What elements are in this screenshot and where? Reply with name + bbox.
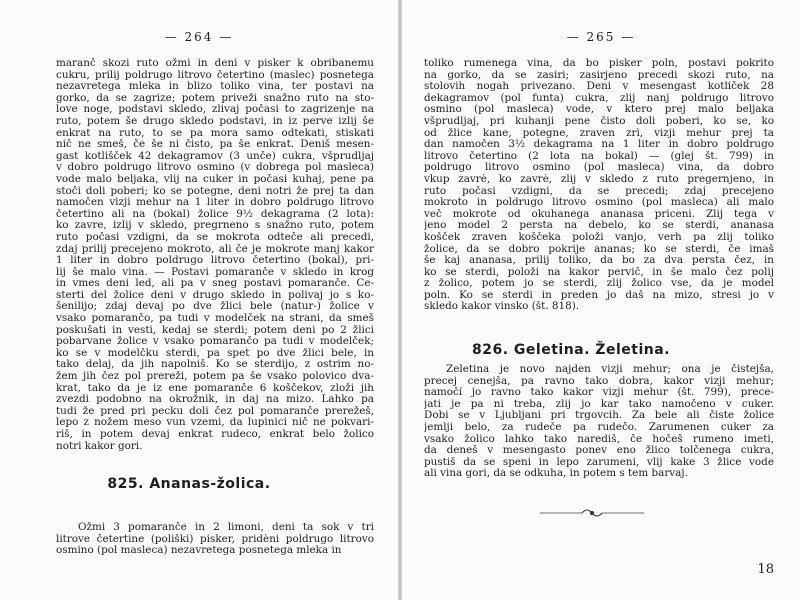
- text-line: ko se v modelčku sterdi, pa spet po dve žlici bele, in: [56, 347, 374, 359]
- text-line: ko se sterdi, položi na kakor pervič, in še malo čez polij: [424, 266, 774, 278]
- text-line: toliko rumenega vina, da bo pisker poln, postavi pokrito: [424, 58, 774, 69]
- text-line: Dobi se v Ljubljani pri trgovcih. Za bele ali čiste žolice: [424, 410, 774, 422]
- left-page: [0, 0, 398, 600]
- text-line: notri kakor gori.: [56, 440, 143, 452]
- right-page: [402, 0, 800, 600]
- text-line: Ožmi 3 pomaranče in 2 limoni, deni ta sok v tri: [78, 522, 374, 533]
- text-line: litrovo četertino (2 lota na bokal) — (glej št. 799) in: [424, 150, 774, 162]
- text-line: da deneš v mesengasto ponev eno žlico tolčenega cukra,: [424, 445, 774, 457]
- text-line: riš, in potem devaj enkrat rudeco, enkrat belo žolico: [56, 429, 374, 440]
- text-line: lepo z nožem meso vun vzemi, da lupinici nič ne pokvari-: [56, 417, 374, 429]
- text-line: šenilijo; zdaj devaj po dve žlici bele (natur-) žolice v: [56, 301, 374, 313]
- text-line: gast kotlišček 42 dekagramov (3 unče) cukra, všprudljaj: [56, 150, 374, 162]
- text-line: poldrugo litrovo osmino (pol masleca) vina, da dobro: [424, 162, 774, 174]
- text-line: ruto počasi vzdigni, da se mokrota odteče ali precedi,: [56, 231, 374, 243]
- signature-mark: 18: [757, 562, 774, 577]
- ornament-divider: [532, 506, 652, 520]
- text-line: nič ne smeš, če še ni čisto, pa še enkrat. Deniš mesen-: [56, 139, 374, 151]
- text-line: cukru, prilij poldrugo litrovo četertino (maslec) posnetega: [56, 69, 374, 81]
- text-line: 1 liter in dobro poldrugo litrovo četertino (bokal), pri-: [56, 255, 374, 267]
- text-line: mokroto in poldrugo litrovo osmino (pol masleca) ali malo: [424, 197, 774, 209]
- text-line: namočí jo ravno tako kakor vizji mehur (št. 799), prece-: [424, 387, 774, 399]
- text-line: in vmes deni led, ali pa v sneg postavi pomaranče. Ce-: [56, 278, 374, 290]
- text-line: krat, tako da je iz ene pomaranče 6 koščekov, zloži jih: [56, 382, 374, 394]
- text-line: maranč skozi ruto ožmi in deni v pisker k obribanemu: [56, 58, 374, 69]
- text-line: dan namočen 3½ dekagrama na 1 liter in dobro poldrugo: [424, 139, 774, 151]
- text-line: Želetina je novo najden vizji mehur; ona je čistejša,: [446, 364, 774, 375]
- text-line: osmino (pol masleca) nezavretega posnetega mleka in: [56, 545, 342, 557]
- text-line: love noge, podstavi skledo, zlivaj počasi to zagrizenje na: [56, 104, 374, 116]
- text-line: ruto počasi vzdigni, da se precedi; zdaj precejeno: [424, 185, 774, 197]
- text-line: pobarvane žolice v vsako pomarančo pa tudi v modelček;: [56, 336, 374, 348]
- text-line: vsako pomarančo, pa tudi v modelček na strani, da smeš: [56, 313, 374, 325]
- paragraph: [424, 58, 774, 313]
- text-line: lij še malo vina. — Postavi pomaranče v skledo in krog: [56, 266, 374, 278]
- text-line: ruto, potem še drugo skledo podstavi, in iz perve izlij še: [56, 115, 374, 127]
- text-line: vsako žolico lahko tako narediš, če hočeš rumeno imeti,: [424, 433, 774, 445]
- text-line: nezavretega mleka in blizo toliko vina, ter postavi na: [56, 81, 374, 93]
- text-line: ko zavre, izlij v skledo, pregrneno s snažno ruto, potem: [56, 220, 374, 232]
- text-line: litrove četertine (poliški) pisker, pridèni poldrugo litrovo: [56, 533, 374, 545]
- text-line: košček zraven koščeka položi vanjo, verh pa zlij toliko: [424, 231, 774, 243]
- text-line: precej cenejša, pa ravno tako dobra, kakor vizji mehur;: [424, 375, 774, 387]
- text-line: osmino (pol masleca) vode, v ktero prej malo beljaka: [424, 104, 774, 116]
- text-line: jati je pa ni treba, zlij jo kar tako namočeno v cuker.: [424, 398, 774, 410]
- text-line: z žolico, potem jo se sterdi, zlij žolico vse, da je model: [424, 278, 774, 290]
- paragraph: [56, 58, 374, 452]
- text-line: poskušati in vesti, kedaj se sterdi; potem deni po 2 žlici: [56, 324, 374, 336]
- recipe-heading: 826. Geletina. Želetina.: [472, 342, 670, 358]
- text-line: v dobro poldrugo litrovo osmino (v dobrega pol masleca): [56, 162, 374, 174]
- paragraph: [424, 364, 774, 480]
- text-line: enkrat na ruto, to se pa mora samo odtekati, stiskati: [56, 127, 374, 139]
- text-line: skledo kakor vinsko (št. 818).: [424, 301, 580, 313]
- text-line: jemlji belo, za rudeče pa rudečo. Zarumenen cuker za: [424, 421, 774, 433]
- text-line: sterti del žolice deni v drugo skledo in polivaj jo s ko-: [56, 289, 374, 301]
- text-line: zvezdi podobno na okrožnik, in daj na mizo. Lahko pa: [56, 394, 374, 406]
- text-line: žolice, da se dobro pokrije ananas; ko se sterdi, če imaš: [424, 243, 774, 255]
- text-line: dekagramov (pol funta) cukra, zlij nanj poldrugo litrovo: [424, 92, 774, 104]
- text-line: všprudljaj, pri kuhanji pene čisto doli poberi, ko se, ko: [424, 115, 774, 127]
- text-line: gorko, da se zagrize; potem priveži snažno ruto na sto-: [56, 92, 374, 104]
- text-line: pustiš da se speni in lepo zarumeni, vlij kake 3 žlice vode: [424, 456, 774, 468]
- text-line: stolovih nogah privezano. Deni v mesengast kotliček 28: [424, 81, 774, 93]
- page-number: — 265 —: [566, 30, 636, 44]
- text-line: žem jih čez pol prereži, potem pa še vsako polovico dva-: [56, 371, 374, 383]
- text-line: še kaj ananasa, prilij toliko, da bo za dva persta čez, in: [424, 255, 774, 267]
- text-line: zdaj prilij precejeno mokroto, ali če je mokrote manj kakor: [56, 243, 374, 255]
- text-line: namočen vizji mehur na 1 liter in dobro poldrugo litrovo: [56, 197, 374, 209]
- text-line: vkup zavrè, ko zavrè, zlij v skledo z ruto pregernjeno, in: [424, 173, 774, 185]
- text-line: od žlice kane, potegne, zraven zrì, vizji mehur prej ta: [424, 127, 774, 139]
- text-line: jeno model 2 persta na debelo, ko se sterdi, ananasa: [424, 220, 774, 232]
- recipe-heading: 825. Ananas-žolica.: [107, 476, 271, 492]
- text-line: poln. Ko se sterdi in preden jo daš na mizo, stresi jo v: [424, 289, 774, 301]
- text-line: tudi že pred pri pecku doli čez pol pomaranče prerežeš,: [56, 405, 374, 417]
- text-line: vode malo beljaka, vlij na cuker in počasi kuhaj, pene pa: [56, 173, 374, 185]
- text-line: več mokrote od okuhanega ananasa priceni. Zlij tega v: [424, 208, 774, 220]
- text-line: na gorko, da se zasiri; zasirjeno precedi skozi ruto, na: [424, 69, 774, 81]
- page-number: — 264 —: [164, 30, 234, 44]
- text-line: tako delaj, da jih napolniš. Ko se sterdijo, z ostrim no-: [56, 359, 374, 371]
- text-line: četertino ali na (bokal) žolice 9½ dekagrama (2 lota):: [56, 208, 374, 220]
- text-line: ali vina gori, da se odkuha, in potem s tem barvaj.: [424, 468, 688, 480]
- text-line: stoči doli poberi; ko se potegne, deni notri že prej ta dan: [56, 185, 374, 197]
- paragraph: [56, 522, 374, 557]
